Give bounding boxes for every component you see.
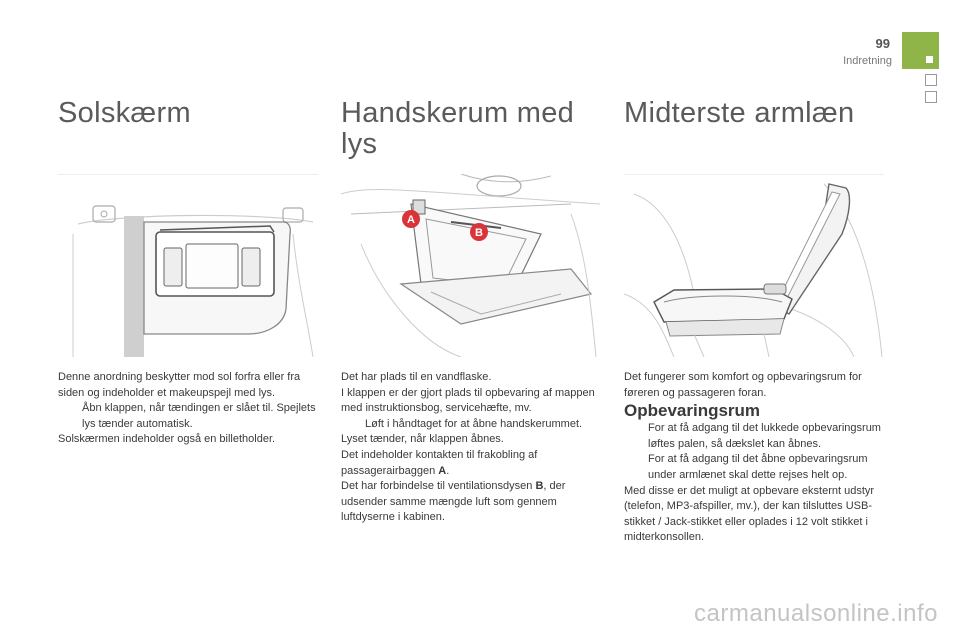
glove-box-illustration	[341, 174, 600, 357]
handskerum-paragraph: I klappen er der gjort plads til opbevaring af mappen med instruktionsbog, servicehæfte, mv.	[341, 386, 595, 415]
armlaen-paragraph: Det fungerer som komfort og opbevaringsrum for føreren og passageren foran.	[624, 371, 862, 399]
heading-armlaen: Midterste armlæn	[624, 97, 855, 129]
solskaerm-text	[58, 370, 320, 448]
watermark: carmanualsonline.info	[694, 600, 938, 627]
text-run: Det har forbindelse til ventilationsdysen	[341, 480, 536, 493]
handskerum-paragraph: Lyset tænder, når klappen åbnes.	[341, 433, 504, 446]
text-run: , der udsender samme mængde luft som gennem luftdyserne i kabinen.	[341, 480, 566, 524]
section-name: Indretning	[843, 55, 892, 67]
solskaerm-paragraph: Solskærmen indeholder også en billetholder.	[58, 433, 276, 446]
opbevaringsrum-heading: Opbevaringsrum	[624, 401, 761, 421]
armlaen-paragraph: Med disse er det muligt at opbevare eksternt udstyr (telefon, MP3-afspiller, mv.), der kan tilsluttes USB-stikket / Jack-stikket eller oplades i 12 volt stikket i midterkonsollen.	[624, 484, 875, 544]
chapter-tab-box[interactable]	[925, 91, 937, 103]
handskerum-paragraph	[341, 479, 603, 526]
armlaen-text	[624, 370, 892, 546]
solskaerm-bullet	[58, 401, 320, 432]
page-number: 99	[875, 36, 890, 51]
chapter-tab-box[interactable]	[925, 74, 937, 86]
bullet-text: For at få adgang til det åbne opbevaringsrum under armlænet skal dette rejses helt op.	[648, 453, 868, 481]
text-run: Det indeholder kontakten til frakobling af passagerairbaggen	[341, 448, 538, 477]
armrest-illustration	[624, 174, 884, 357]
handskerum-text	[341, 370, 603, 526]
bullet-text: Åbn klappen, når tændingen er slået til. Spejlets lys tænder automatisk.	[82, 402, 316, 430]
handskerum-bullet	[341, 417, 603, 433]
heading-handskerum: Handskerum med lys	[341, 97, 575, 160]
handskerum-paragraph	[341, 448, 603, 479]
badge-b-label: B	[475, 227, 483, 239]
badge-a-label: A	[407, 214, 415, 226]
chapter-tab-active[interactable]	[902, 32, 939, 69]
handskerum-paragraph: Det har plads til en vandflaske.	[341, 371, 492, 383]
ref-b: B	[535, 480, 544, 493]
armlaen-bullet	[624, 452, 892, 483]
square-marker-icon	[926, 56, 933, 63]
bullet-text: Løft i håndtaget for at åbne handskerummet.	[365, 417, 583, 430]
text-run: .	[446, 464, 450, 477]
armlaen-bullet	[624, 421, 892, 452]
ref-a: A	[438, 464, 447, 477]
solskaerm-paragraph: Denne anordning beskytter mod sol forfra eller fra siden og indeholder et makeupspejl med lys.	[58, 371, 301, 399]
bullet-text: For at få adgang til det lukkede opbevaringsrum løftes palen, så dækslet kan åbnes.	[648, 422, 881, 450]
heading-solskaerm: Solskærm	[58, 97, 191, 129]
sun-visor-illustration	[58, 174, 318, 357]
